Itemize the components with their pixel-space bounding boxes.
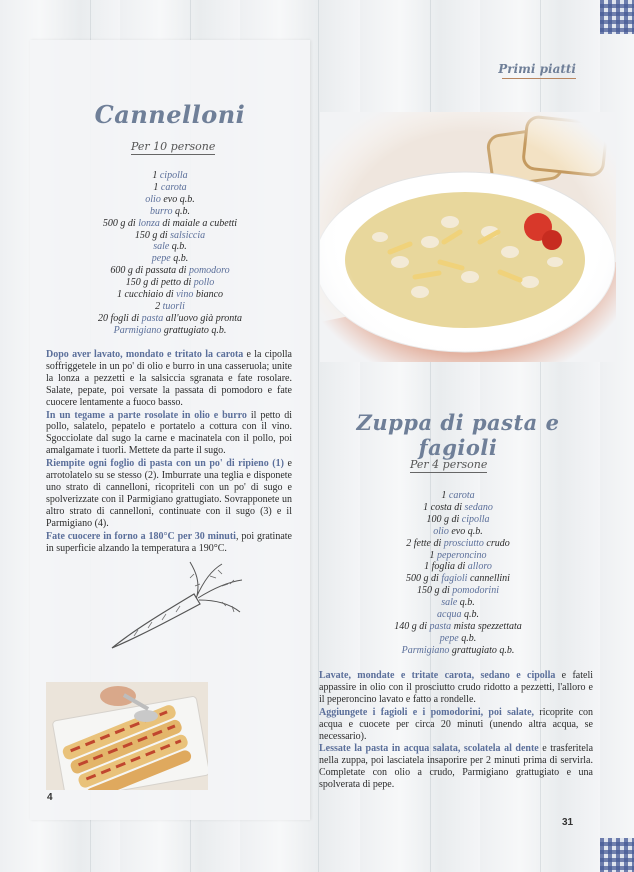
- ingredient-name: sale: [153, 241, 170, 253]
- right-instructions: [319, 670, 593, 792]
- right-page-number: 31: [562, 817, 574, 828]
- ingredient-name: pasta: [429, 620, 452, 632]
- gingham-corner-icon: [600, 838, 634, 872]
- ingredient-line: [322, 526, 594, 538]
- ingredient-text: bianco: [193, 289, 224, 301]
- gingham-corner-icon: [600, 0, 634, 34]
- left-recipe-title: Cannelloni: [94, 100, 246, 129]
- ingredient-line: [322, 645, 594, 657]
- left-ingredient-list: [40, 170, 300, 337]
- ingredient-text: 1: [153, 181, 161, 193]
- ingredient-name: fagioli: [441, 573, 468, 585]
- ingredient-line: [322, 585, 594, 597]
- ingredient-line: [322, 538, 594, 550]
- step-lead: Riempite ogni foglio di pasta con un po' di ripieno (1): [46, 458, 284, 470]
- ingredient-text: 1 costa di: [423, 501, 465, 513]
- ingredient-line: [40, 230, 300, 242]
- ingredient-line: [40, 206, 300, 218]
- ingredient-name: prosciutto: [443, 537, 484, 549]
- ingredient-line: [322, 490, 594, 502]
- ingredient-name: pepe: [439, 632, 459, 644]
- ingredient-text: 2: [155, 300, 163, 312]
- ingredient-text: grattugiato q.b.: [161, 324, 227, 336]
- ingredient-name: carota: [160, 181, 187, 193]
- ingredient-name: salsiccia: [170, 229, 206, 241]
- ingredient-line: [40, 170, 300, 182]
- instruction-step: [319, 707, 593, 743]
- ingredient-name: peperoncino: [436, 549, 487, 561]
- step-text: e trasferitela nella zuppa, poi lasciatela insaporire per 2 minuti prima di servirla. Completate con olio a crudo, Parmigiano grattugiato e una spolverata di pepe.: [319, 743, 594, 791]
- ingredient-name: pasta: [141, 312, 164, 324]
- ingredient-line: [40, 241, 300, 253]
- ingredient-text: di maiale a cubetti: [159, 217, 238, 229]
- step-lead: Lavate, mondate e tritate carota, sedano e cipolla: [319, 670, 556, 681]
- ingredient-text: 150 g di: [417, 585, 453, 597]
- ingredient-name: vino: [176, 289, 194, 301]
- ingredient-name: carota: [448, 490, 475, 501]
- ingredient-text: q.b.: [169, 241, 187, 253]
- ingredient-name: pollo: [193, 277, 215, 289]
- ingredient-name: sale: [441, 597, 458, 609]
- ingredient-name: burro: [150, 205, 173, 217]
- ingredient-name: alloro: [467, 561, 492, 573]
- ingredient-text: grattugiato q.b.: [449, 644, 515, 656]
- instruction-step: [46, 410, 292, 458]
- ingredient-text: 2 fette di: [406, 537, 444, 549]
- ingredient-line: [40, 218, 300, 230]
- ingredient-name: cipolla: [159, 170, 188, 181]
- ingredient-text: q.b.: [458, 632, 477, 644]
- ingredient-text: 140 g di: [394, 620, 430, 632]
- step-text: e fateli appassire in olio con il prosciutto crudo ridotto a pezzetti, l'alloro e il peperoncino lavato e fatto a rondelle.: [319, 670, 593, 705]
- ingredient-text: evo q.b.: [160, 193, 195, 205]
- instruction-step: [46, 531, 292, 555]
- ingredient-text: crudo: [483, 537, 510, 549]
- ingredient-line: [322, 561, 594, 573]
- ingredient-name: lonza: [138, 217, 160, 229]
- ingredient-name: pepe: [151, 253, 171, 265]
- ingredient-name: Parmigiano: [113, 324, 162, 336]
- ingredient-line: [40, 289, 300, 301]
- ingredient-line: [322, 502, 594, 514]
- ingredient-text: q.b.: [457, 597, 475, 609]
- step-text: il petto di pollo, salatelo, pepatelo e portatelo a cottura con il vino. Sgocciolate dal sugo la carne e macinatela con il pollo, poi amalgamate i tuorli. Mettete da parte il sugo.: [46, 409, 292, 457]
- ingredient-line: [40, 313, 300, 325]
- ingredient-text: evo q.b.: [448, 525, 483, 537]
- right-recipe-title: Zuppa di pasta e fagioli: [356, 410, 560, 460]
- ingredient-line: [322, 550, 594, 562]
- instruction-step: [319, 670, 593, 706]
- left-instructions: [46, 349, 292, 555]
- ingredient-line: [322, 573, 594, 585]
- ingredient-line: [40, 277, 300, 289]
- section-tag: Primi piatti: [498, 62, 576, 76]
- ingredient-text: 1: [429, 549, 437, 561]
- step-text: , poi gratinate in superficie alzando la temperatura a 190°C.: [46, 530, 292, 554]
- ingredient-line: [40, 301, 300, 313]
- ingredient-line: [40, 253, 300, 265]
- instruction-step: [46, 458, 292, 529]
- ingredient-line: [40, 182, 300, 194]
- ingredient-text: 150 g di: [134, 229, 171, 241]
- left-recipe-servings: Per 10 persone: [131, 140, 216, 153]
- ingredient-text: 1 foglia di: [424, 561, 468, 573]
- ingredient-text: q.b.: [461, 609, 479, 621]
- cannelloni-photo: [46, 682, 208, 790]
- ingredient-text: mista spezzettata: [451, 620, 522, 632]
- ingredient-text: 1: [152, 170, 160, 181]
- ingredient-text: 500 g di: [102, 217, 139, 229]
- ingredient-text: 150 g di petto di: [125, 277, 194, 289]
- ingredient-name: acqua: [437, 609, 462, 621]
- carrot-illustration-icon: [104, 560, 246, 656]
- ingredient-text: 1 cucchiaio di: [116, 289, 177, 301]
- ingredient-line: [40, 194, 300, 206]
- ingredient-name: pomodoro: [188, 265, 230, 277]
- step-lead: Lessate la pasta in acqua salata, scolatela al dente: [319, 743, 539, 755]
- ingredient-name: olio: [433, 525, 449, 537]
- zuppa-photo: [320, 112, 616, 362]
- step-lead: Dopo aver lavato, mondato e tritato la carota: [46, 349, 244, 360]
- ingredient-line: [322, 621, 594, 633]
- step-lead: Fate cuocere in forno a 180°C per 30 minuti: [46, 530, 236, 542]
- ingredient-text: all'uovo già pronta: [163, 312, 242, 324]
- ingredient-text: 1: [441, 490, 449, 501]
- ingredient-name: cipolla: [461, 513, 490, 525]
- step-text: ricoprite con acqua e cuocete per circa 20 minuti (unendo altra acqua, se necessario).: [319, 706, 594, 742]
- ingredient-line: [40, 325, 300, 337]
- right-recipe-servings: Per 4 persone: [410, 458, 488, 471]
- step-lead: In un tegame a parte rosolate in olio e burro: [46, 409, 247, 421]
- step-lead: Aggiungete i fagioli e i pomodorini, poi salate,: [319, 706, 535, 718]
- ingredient-name: pomodorini: [452, 585, 499, 597]
- ingredient-line: [322, 609, 594, 621]
- left-page-number: 4: [47, 792, 53, 803]
- ingredient-text: 100 g di: [426, 513, 462, 525]
- ingredient-text: q.b.: [172, 205, 190, 217]
- right-ingredient-list: [322, 490, 594, 657]
- ingredient-name: sedano: [464, 501, 493, 513]
- ingredient-text: 500 g di: [406, 573, 442, 585]
- ingredient-line: [322, 597, 594, 609]
- instruction-step: [319, 743, 593, 791]
- ingredient-name: Parmigiano: [401, 644, 450, 656]
- ingredient-text: 600 g di passata di: [110, 265, 189, 277]
- section-underline: [502, 78, 576, 79]
- ingredient-line: [322, 633, 594, 645]
- ingredient-text: q.b.: [170, 253, 189, 265]
- ingredient-name: tuorli: [162, 300, 185, 312]
- ingredient-name: olio: [145, 193, 161, 205]
- ingredient-line: [322, 514, 594, 526]
- step-text: e arrotolatelo su se stesso (2). Imburrate una teglia e disponete uno strato di cannelloni, ricopriteli con un po' di sugo e spolverizzate con il Parmigiano grattugiato. Sovrapponete un altro strato di cannelloni, continuate con il sugo (3) e il Parmigiano (4).: [46, 458, 292, 529]
- step-text: e la cipolla soffriggetele in un po' di olio e burro in una casseruola; unite la lonza a pezzetti e la salsiccia sgranata e fate rosolare. Salate, pepate, poi versate la passata di pomodoro e fate cuocere lentamente a fuoco basso.: [46, 349, 292, 408]
- ingredient-text: 20 fogli di: [97, 312, 142, 324]
- instruction-step: [46, 349, 292, 409]
- ingredient-line: [40, 265, 300, 277]
- ingredient-text: cannellini: [467, 573, 510, 585]
